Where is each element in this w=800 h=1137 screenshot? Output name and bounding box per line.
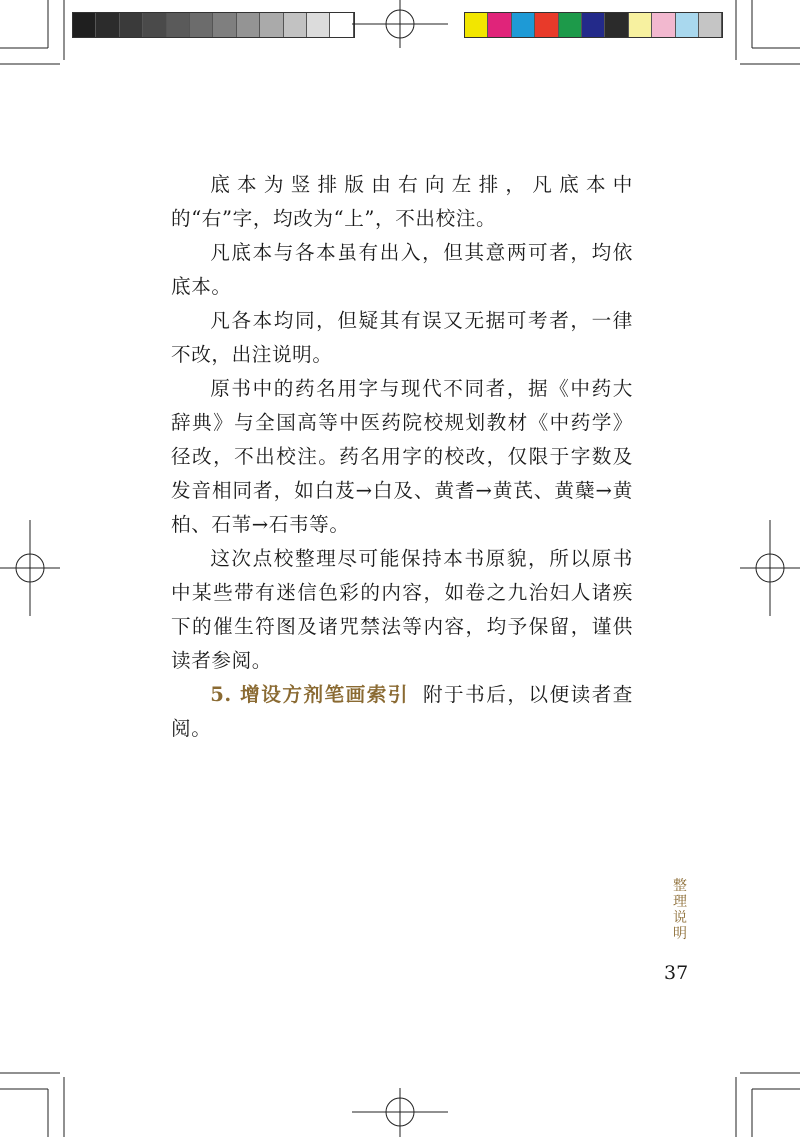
item-5-formula-index [171,678,633,746]
page-number: 37 [664,962,689,984]
paragraph-horizontal-layout-note: 底本为竖排版由右向左排，凡底本中的“右”字，均改为“上”，不出校注。 [171,173,633,230]
paragraph-uncertain-error-note: 凡各本均同，但疑其有误又无据可考者，一律不改，出注说明。 [171,309,633,366]
running-head-char: 理 [673,894,687,910]
running-head [671,878,689,942]
paragraph-herb-name-note: 原书中的药名用字与现代不同者，据《中药大辞典》与全国高等中医药院校规划教材《中药学》径改，不出校注。药名用字的校改，仅限于字数及发音相同者，如白芨→白及、黄耆→黄芪、黄蘖→黄柏、石苇→石韦等。 [171,377,633,536]
page-body-text [171,168,633,746]
registration-mark-left [0,520,60,616]
running-head-char: 说 [673,910,687,926]
running-head-char: 整 [673,878,687,894]
paragraph-original-content-note: 这次点校整理尽可能保持本书原貌，所以原书中某些带有迷信色彩的内容，如卷之九治妇人诸疾下的催生符图及诸咒禁法等内容，均予保留，谨供读者参阅。 [171,547,633,672]
running-head-char: 明 [673,926,687,942]
registration-mark-bottom [352,1088,448,1137]
paragraph-base-text-note: 凡底本与各本虽有出入，但其意两可者，均依底本。 [171,241,633,298]
registration-mark-right [740,520,800,616]
item-5-heading: 5. 增设方剂笔画索引 [210,683,409,706]
item-5-text: 附于书后，以便读者查阅。 [171,683,633,740]
registration-mark-top [352,0,448,48]
